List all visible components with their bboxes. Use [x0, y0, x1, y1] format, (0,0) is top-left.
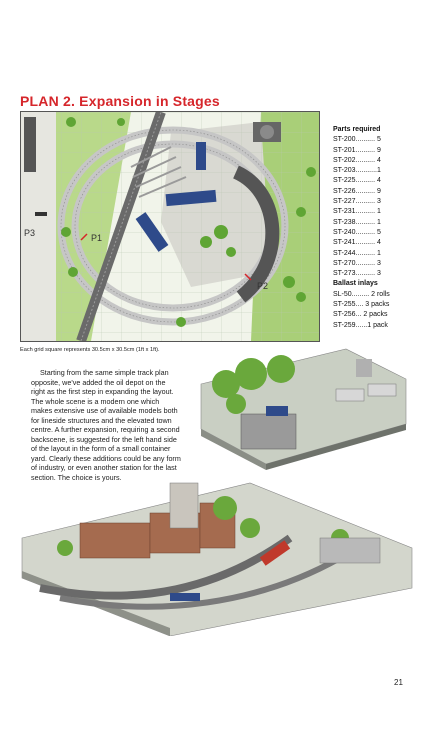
parts-list: [333, 125, 390, 331]
marker-p3: P3: [24, 228, 36, 238]
ballast-item: ST-259......1 pack: [333, 321, 388, 329]
parts-item: ST-241.......... 4: [333, 239, 381, 247]
parts-item: ST-231.......... 1: [333, 208, 381, 216]
parts-item: ST-200.......... 5: [333, 136, 381, 144]
parts-item: ST-270.......... 3: [333, 259, 381, 267]
ballast-item: SL-50......... 2 rolls: [333, 290, 390, 298]
parts-item: ST-201.......... 9: [333, 146, 381, 154]
ballast-item: ST-256... 2 packs: [333, 311, 388, 319]
plan-title: PLAN 2. Expansion in Stages: [20, 93, 220, 109]
parts-item: ST-203...........1: [333, 167, 381, 175]
parts-item: ST-244.......... 1: [333, 249, 381, 257]
town-building: [196, 142, 206, 170]
track-plan-diagram: [20, 111, 320, 342]
building-block: [24, 117, 36, 172]
parts-item: ST-240.......... 5: [333, 228, 381, 236]
oil-depot-illustration: [196, 344, 410, 470]
body-paragraph: Starting from the same simple track plan opposite, we've added the oil depot on the right as the first step in expanding the layout. The whole scene is a modern one which makes extensive use of available models both for lineside structures and the elevated town centre. A further expansion, requiring a second backscene, is suggested for the left hand side of the layout in the form of a small container yard. Clearly these additions could be any form of industry, or even another station for the last section. The choice is yours.: [31, 368, 181, 482]
parts-heading: Parts required: [333, 126, 381, 133]
ballast-item: ST-255.... 3 packs: [333, 301, 390, 309]
parts-item: ST-227.......... 3: [333, 198, 381, 206]
parts-item: ST-273.......... 3: [333, 270, 381, 278]
page-number: 21: [394, 678, 403, 687]
town-layout-illustration: [20, 478, 414, 636]
marker-p1: P1: [91, 233, 103, 243]
grid-caption: Each grid square represents 30.5cm x 30.5cm (1ft x 1ft).: [20, 347, 160, 353]
marker-p2: P2: [257, 281, 269, 291]
parts-item: ST-238.......... 1: [333, 218, 381, 226]
ballast-heading: Ballast inlays: [333, 280, 378, 288]
parts-item: ST-202.......... 4: [333, 156, 381, 164]
parts-item: ST-225.......... 4: [333, 177, 381, 185]
track-plan-svg: [21, 112, 319, 341]
parts-item: ST-226.......... 9: [333, 187, 381, 195]
